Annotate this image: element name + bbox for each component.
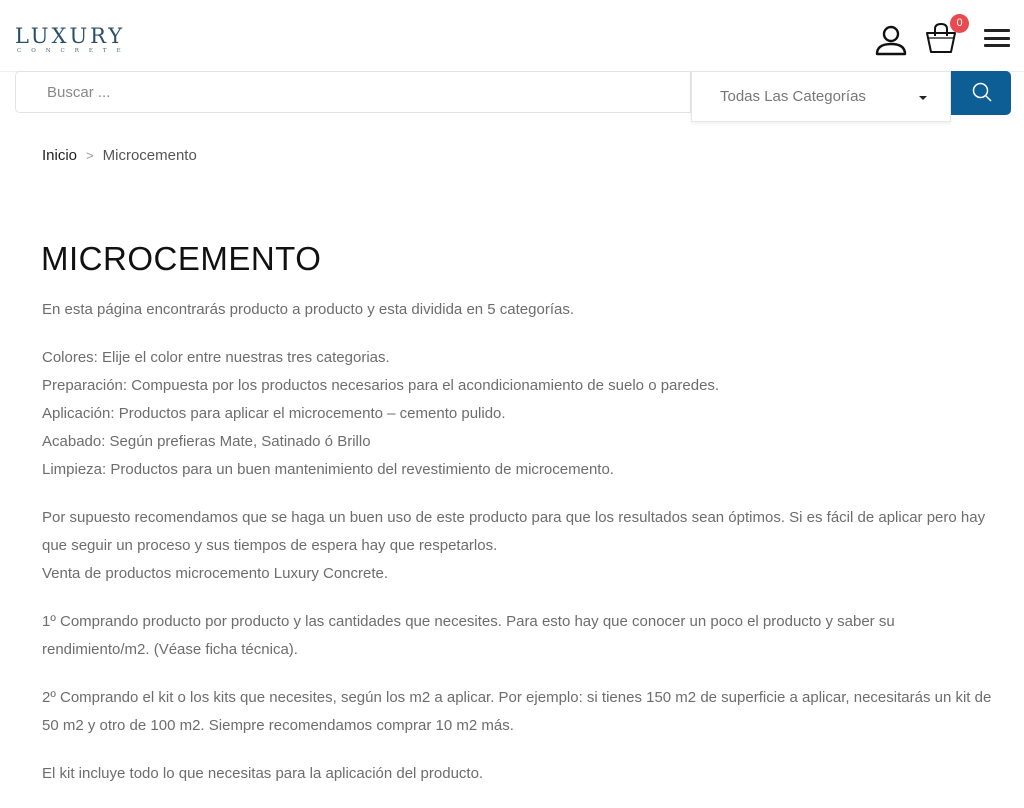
option-1-text: 1º Comprando producto por producto y las cantidades que necesites. Para esto hay que conocer un poco el producto y saber su rendimiento/m2. (Véase ficha técnica). <box>42 613 895 658</box>
category-list <box>42 344 992 484</box>
category-preparacion: Preparación: Compuesta por los productos necesarios para el acondicionamiento de suelo o paredes. <box>42 377 720 394</box>
category-select-value: Todas Las Categorías <box>720 88 866 105</box>
caret-down-icon <box>919 96 927 100</box>
breadcrumb-current: Microcemento <box>102 147 197 164</box>
search-icon <box>972 82 992 102</box>
search-input[interactable]: Buscar ... <box>15 71 691 113</box>
category-aplicacion: Aplicación: Productos para aplicar el microcemento – cemento pulido. <box>42 405 506 422</box>
chevron-right-icon: > <box>86 148 94 163</box>
breadcrumb <box>42 147 197 164</box>
logo-sub-text: CONCRETE <box>17 48 131 54</box>
clipped-text: El kit incluye todo lo que necesitas para la aplicación del producto. <box>42 765 484 782</box>
option-2-text: 2º Comprando el kit o los kits que necesites, según los m2 a aplicar. Por ejemplo: si tienes 150 m2 de superficie a aplicar, necesitarás un kit de 50 m2 y otro de 100 m2. Siempre recomendamos comprar 10 m2 más. <box>42 689 992 734</box>
menu-icon[interactable] <box>984 29 1010 49</box>
page-content <box>42 296 992 808</box>
page-title: MICROCEMENTO <box>41 240 322 277</box>
logo[interactable] <box>15 25 131 54</box>
category-acabado: Acabado: Según prefieras Mate, Satinado ó Brillo <box>42 433 371 450</box>
search-button[interactable] <box>951 71 1011 115</box>
search-bar <box>15 71 1011 115</box>
category-colores: Colores: Elije el color entre nuestras tres categorias. <box>42 349 390 366</box>
breadcrumb-home[interactable]: Inicio <box>42 147 78 164</box>
logo-main-text: LUXURY <box>15 24 126 48</box>
cart-count-badge: 0 <box>950 14 969 33</box>
sales-text: Venta de productos microcemento Luxury Concrete. <box>42 565 389 582</box>
site-header <box>0 0 1024 72</box>
user-icon[interactable] <box>874 24 908 56</box>
category-limpieza: Limpieza: Productos para un buen mantenimiento del revestimiento de microcemento. <box>42 461 614 478</box>
recommendation-text: Por supuesto recomendamos que se haga un buen uso de este producto para que los resultados sean óptimos. Si es fácil de aplicar pero hay que seguir un proceso y sus tiempos de espera hay que respetarlos. <box>42 509 986 554</box>
category-select[interactable] <box>691 71 951 122</box>
intro-text: En esta página encontrarás producto a producto y esta dividida en 5 categorías. <box>42 301 575 318</box>
